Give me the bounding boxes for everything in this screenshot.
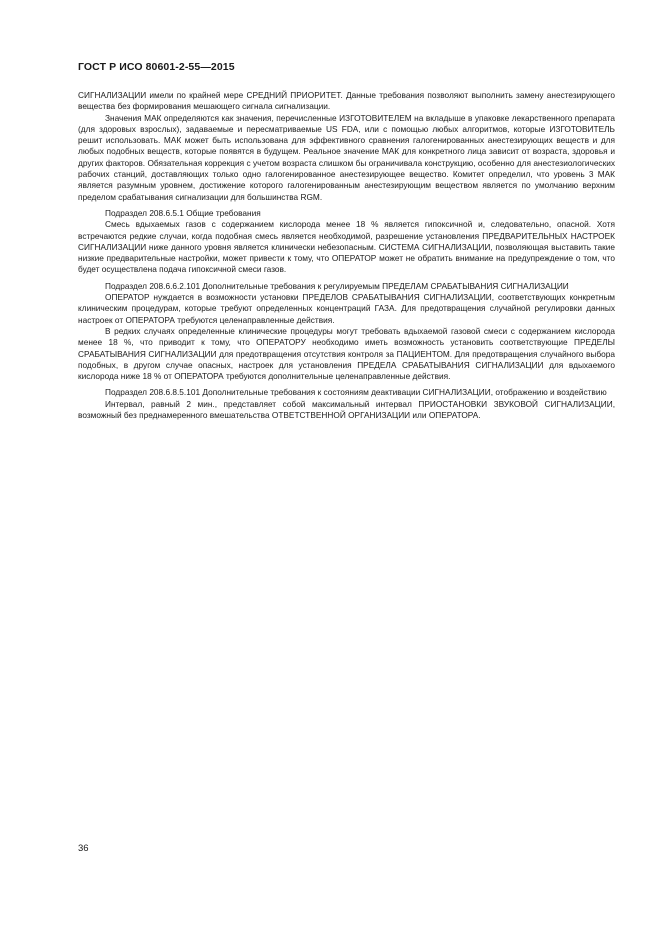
paragraph: Подраздел 208.6.5.1 Общие требования (105, 207, 261, 218)
paragraph: Подраздел 208.6.8.5.101 Дополнительные требования к состояниям деактивации СИГНАЛИЗАЦИИ, отображению и воздействию (105, 387, 607, 398)
paragraph: Значения МАК определяются как значения, перечисленные ИЗГОТОВИТЕЛЕМ на вкладыше в упаковке лекарственного препарата (для здоровых взрослых), задаваемые и пересматриваемые US FDA, или с помощью любых алгоритмов, которые ИЗГОТОВИТЕЛЬ решит использовать. МАК может быть использована для эффективного сравнения галогенированных анестезирующих веществ и для любых подобных веществ, которые появятся в будущем. Реальное значение МАК для конкретного лица зависит от возраста, здоровья и других факторов. Обязательная коррекция с учетом возраста слишком бы ограничивала конструкцию, особенно для анестезиологических рабочих станций, доставляющих только одно галогенированное анестезирующее вещество. Комитет определил, что уровень 3 МАК является разумным уровнем, достижение которого галогенированным анестезирующим веществом является по умолчанию верхним пределом срабатывания сигнализации для большинства RGM. (78, 112, 615, 202)
page-number: 36 (78, 843, 89, 854)
paragraph: Смесь вдыхаемых газов с содержанием кислорода менее 18 % является гипоксичной и, следовательно, опасной. Хотя встречаются редкие случаи, когда подобная смесь является необходимой, разрешение установления ПРЕДВАРИТЕЛЬНЫХ НАСТРОЕК СИГНАЛИЗАЦИИ ниже данного уровня является клинически небезопасным. СИСТЕМА СИГНАЛИЗАЦИИ, позволяющая выставить такие низкие предварительные настройки, может привести к тому, что ОПЕРАТОР может не обратить внимание на предупреждение о том, что будет осуществлена подача гипоксичной смеси газов. (78, 219, 615, 275)
paragraph: Подраздел 208.6.6.2.101 Дополнительные требования к регулируемым ПРЕДЕЛАМ СРАБАТЫВАНИЯ СИГНАЛИЗАЦИИ (105, 280, 569, 291)
paragraph: В редких случаях определенные клинические процедуры могут требовать вдыхаемой газовой смеси с содержанием кислорода менее 18 %, что приводит к тому, что ОПЕРАТОРУ необходимо иметь возможность установить соответствующие ПРЕДЕЛЫ СРАБАТЫВАНИЯ СИГНАЛИЗАЦИИ для предотвращения отсутствия контроля за ПАЦИЕНТОМ. Для предотвращения случайного выбора подобных, в другом случае опасных, настроек для установления ПРЕДЕЛА СРАБАТЫВАНИЯ СИГНАЛИЗАЦИИ для вдыхаемого кислорода ниже 18 % от ОПЕРАТОРА требуются дополнительные целенаправленные действия. (78, 325, 615, 382)
paragraph: СИГНАЛИЗАЦИИ имели по крайней мере СРЕДНИЙ ПРИОРИТЕТ. Данные требования позволяют выполнить замену анестезирующего вещества без формирования мешающего сигнала сигнализации. (78, 90, 615, 112)
document-header-title: ГОСТ Р ИСО 80601-2-55—2015 (78, 61, 235, 73)
paragraph: ОПЕРАТОР нуждается в возможности установки ПРЕДЕЛОВ СРАБАТЫВАНИЯ СИГНАЛИЗАЦИИ, соответствующих конкретным клиническим процедурам, которые требуют определенных концентраций ГАЗА. Для предотвращения случайной регулировки данных настроек от ОПЕРАТОРА требуются целенаправленные действия. (78, 292, 615, 325)
paragraph: Интервал, равный 2 мин., представляет собой максимальный интервал ПРИОСТАНОВКИ ЗВУКОВОЙ СИГНАЛИЗАЦИИ, возможный без преднамеренного вмешательства ОТВЕТСТВЕННОЙ ОРГАНИЗАЦИИ или ОПЕРАТОРА. (78, 398, 615, 421)
body-text (78, 90, 615, 421)
